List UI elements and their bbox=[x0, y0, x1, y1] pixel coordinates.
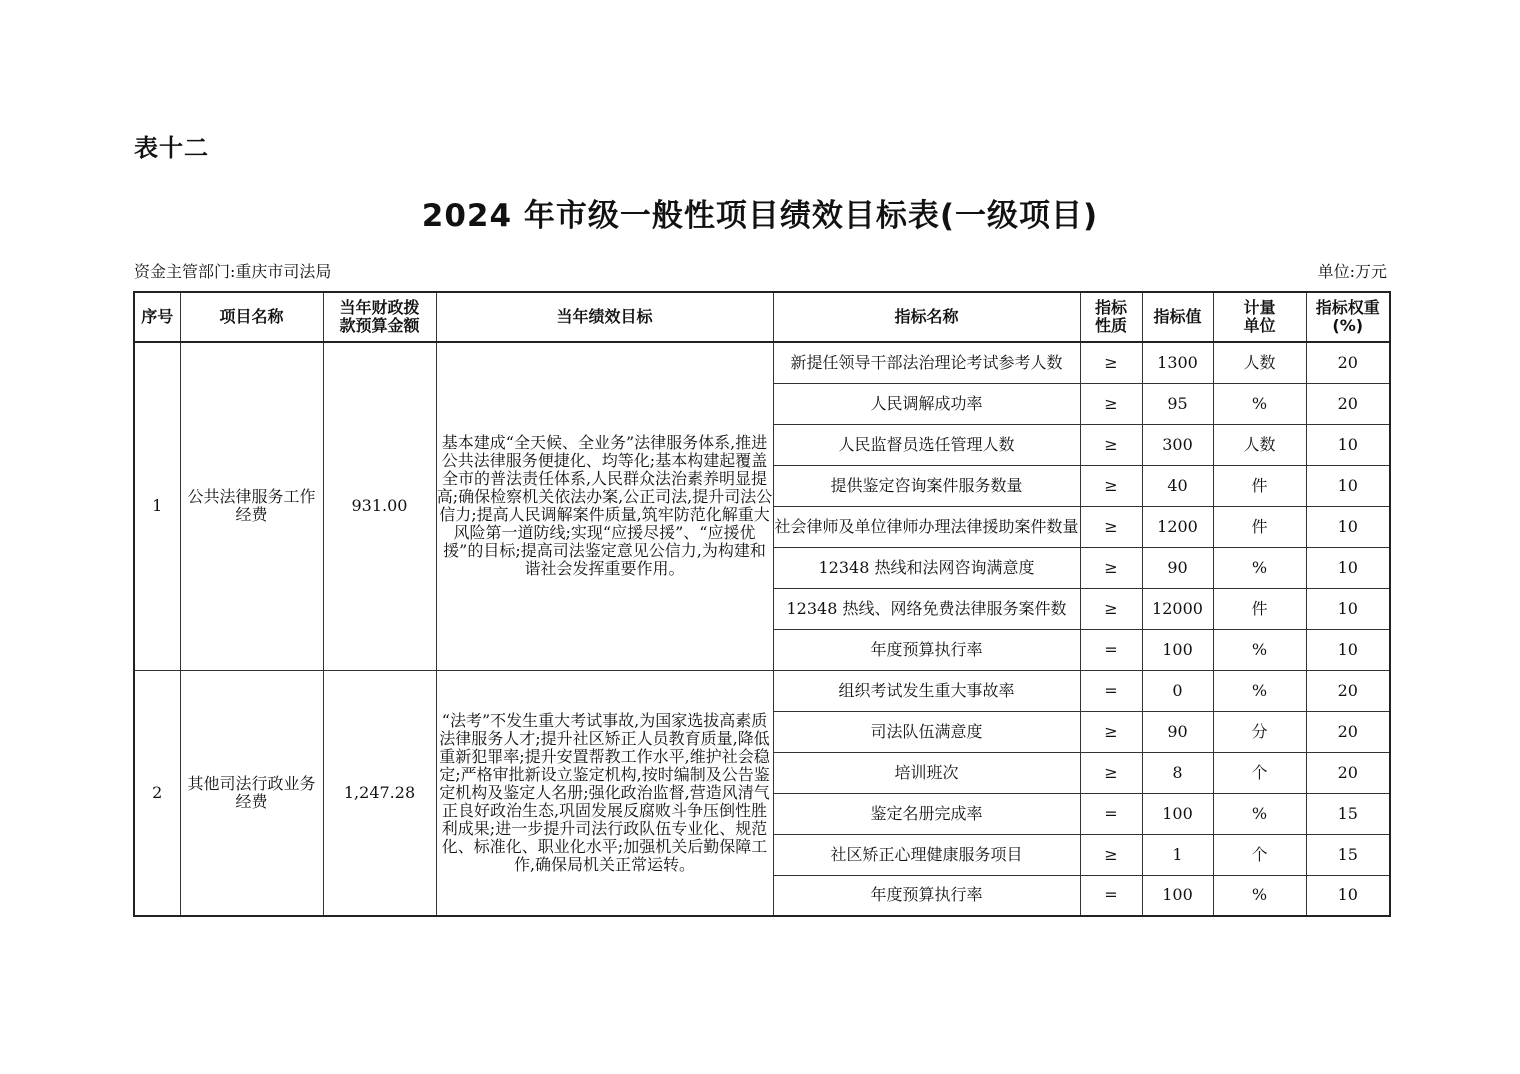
indicator-nature: ≥ bbox=[1080, 506, 1142, 547]
indicator-unit: 人数 bbox=[1213, 342, 1306, 383]
indicator-name: 新提任领导干部法治理论考试参考人数 bbox=[773, 342, 1080, 383]
indicator-nature: ≥ bbox=[1080, 711, 1142, 752]
indicator-name: 提供鉴定咨询案件服务数量 bbox=[773, 465, 1080, 506]
indicator-unit: 件 bbox=[1213, 465, 1306, 506]
indicator-unit: % bbox=[1213, 547, 1306, 588]
document-title: 2024 年市级一般性项目绩效目标表(一级项目) bbox=[421, 198, 1099, 234]
indicator-weight: 20 bbox=[1306, 752, 1390, 793]
indicator-nature: = bbox=[1080, 875, 1142, 916]
indicator-name: 12348 热线、网络免费法律服务案件数 bbox=[773, 588, 1080, 629]
indicator-nature: ≥ bbox=[1080, 752, 1142, 793]
indicator-value: 40 bbox=[1142, 465, 1213, 506]
indicator-weight: 10 bbox=[1306, 506, 1390, 547]
indicator-value: 8 bbox=[1142, 752, 1213, 793]
indicator-weight: 10 bbox=[1306, 547, 1390, 588]
table-row bbox=[134, 670, 1390, 711]
indicator-unit: % bbox=[1213, 383, 1306, 424]
indicator-value: 95 bbox=[1142, 383, 1213, 424]
indicator-weight: 10 bbox=[1306, 465, 1390, 506]
header-project-name: 项目名称 bbox=[180, 292, 323, 342]
indicator-nature: = bbox=[1080, 670, 1142, 711]
project-seq: 1 bbox=[134, 342, 180, 670]
table-row bbox=[134, 342, 1390, 383]
indicator-unit: 人数 bbox=[1213, 424, 1306, 465]
header-row bbox=[134, 292, 1390, 342]
header-seq: 序号 bbox=[134, 292, 180, 342]
header-budget: 当年财政拨款预算金额 bbox=[323, 292, 436, 342]
indicator-value: 1 bbox=[1142, 834, 1213, 875]
header-weight: 指标权重(%) bbox=[1306, 292, 1390, 342]
indicator-name: 年度预算执行率 bbox=[773, 629, 1080, 670]
indicator-nature: ≥ bbox=[1080, 465, 1142, 506]
indicator-unit: % bbox=[1213, 793, 1306, 834]
indicator-weight: 20 bbox=[1306, 383, 1390, 424]
indicator-name: 人民监督员选任管理人数 bbox=[773, 424, 1080, 465]
indicator-value: 100 bbox=[1142, 629, 1213, 670]
indicator-nature: ≥ bbox=[1080, 547, 1142, 588]
indicator-nature: ≥ bbox=[1080, 588, 1142, 629]
project-goal: 基本建成“全天候、全业务”法律服务体系,推进公共法律服务便捷化、均等化;基本构建起覆盖全市的普法责任体系,人民群众法治素养明显提高;确保检察机关依法办案,公正司法,提升司法公信力;提高人民调解案件质量,筑牢防范化解重大风险第一道防线;实现“应援尽援”、“应援优援”的目标;提高司法鉴定意见公信力,为构建和谐社会发挥重要作用。 bbox=[436, 342, 773, 670]
indicator-value: 1200 bbox=[1142, 506, 1213, 547]
currency-unit: 单位:万元 bbox=[1317, 262, 1387, 281]
header-indicator-value: 指标值 bbox=[1142, 292, 1213, 342]
indicator-name: 年度预算执行率 bbox=[773, 875, 1080, 916]
project-budget: 931.00 bbox=[323, 342, 436, 670]
indicator-nature: ≥ bbox=[1080, 383, 1142, 424]
funding-department: 资金主管部门:重庆市司法局 bbox=[134, 262, 332, 281]
indicator-unit: 分 bbox=[1213, 711, 1306, 752]
indicator-unit: 件 bbox=[1213, 588, 1306, 629]
indicator-unit: 个 bbox=[1213, 834, 1306, 875]
indicator-weight: 15 bbox=[1306, 793, 1390, 834]
indicator-weight: 10 bbox=[1306, 588, 1390, 629]
indicator-unit: % bbox=[1213, 875, 1306, 916]
header-measure-unit: 计量单位 bbox=[1213, 292, 1306, 342]
indicator-name: 社区矫正心理健康服务项目 bbox=[773, 834, 1080, 875]
indicator-value: 100 bbox=[1142, 875, 1213, 916]
project-goal: “法考”不发生重大考试事故,为国家选拔高素质法律服务人才;提升社区矫正人员教育质量,降低重新犯罪率;提升安置帮教工作水平,维护社会稳定;严格审批新设立鉴定机构,按时编制及公告鉴定机构及鉴定人名册;强化政治监督,营造风清气正良好政治生态,巩固发展反腐败斗争压倒性胜利成果;进一步提升司法行政队伍专业化、规范化、标准化、职业化水平;加强机关后勤保障工作,确保局机关正常运转。 bbox=[436, 670, 773, 916]
indicator-value: 300 bbox=[1142, 424, 1213, 465]
indicator-unit: % bbox=[1213, 670, 1306, 711]
indicator-value: 12000 bbox=[1142, 588, 1213, 629]
indicator-unit: 个 bbox=[1213, 752, 1306, 793]
indicator-value: 0 bbox=[1142, 670, 1213, 711]
indicator-weight: 20 bbox=[1306, 342, 1390, 383]
indicator-unit: % bbox=[1213, 629, 1306, 670]
indicator-name: 组织考试发生重大事故率 bbox=[773, 670, 1080, 711]
project-name: 公共法律服务工作经费 bbox=[180, 342, 323, 670]
header-indicator-name: 指标名称 bbox=[773, 292, 1080, 342]
indicator-name: 司法队伍满意度 bbox=[773, 711, 1080, 752]
indicator-nature: = bbox=[1080, 793, 1142, 834]
indicator-nature: ≥ bbox=[1080, 342, 1142, 383]
indicator-value: 90 bbox=[1142, 711, 1213, 752]
indicator-unit: 件 bbox=[1213, 506, 1306, 547]
indicator-weight: 10 bbox=[1306, 629, 1390, 670]
indicator-weight: 20 bbox=[1306, 711, 1390, 752]
indicator-weight: 10 bbox=[1306, 424, 1390, 465]
indicator-weight: 20 bbox=[1306, 670, 1390, 711]
indicator-name: 12348 热线和法网咨询满意度 bbox=[773, 547, 1080, 588]
indicator-nature: ≥ bbox=[1080, 424, 1142, 465]
indicator-name: 鉴定名册完成率 bbox=[773, 793, 1080, 834]
header-goal: 当年绩效目标 bbox=[436, 292, 773, 342]
header-indicator-nature: 指标性质 bbox=[1080, 292, 1142, 342]
table-label: 表十二 bbox=[134, 134, 209, 162]
indicator-value: 90 bbox=[1142, 547, 1213, 588]
indicator-name: 社会律师及单位律师办理法律援助案件数量 bbox=[773, 506, 1080, 547]
indicator-nature: = bbox=[1080, 629, 1142, 670]
project-name: 其他司法行政业务经费 bbox=[180, 670, 323, 916]
project-budget: 1,247.28 bbox=[323, 670, 436, 916]
indicator-weight: 15 bbox=[1306, 834, 1390, 875]
indicator-weight: 10 bbox=[1306, 875, 1390, 916]
project-seq: 2 bbox=[134, 670, 180, 916]
indicator-nature: ≥ bbox=[1080, 834, 1142, 875]
indicator-name: 人民调解成功率 bbox=[773, 383, 1080, 424]
performance-target-table bbox=[133, 291, 1391, 917]
indicator-value: 100 bbox=[1142, 793, 1213, 834]
indicator-name: 培训班次 bbox=[773, 752, 1080, 793]
indicator-value: 1300 bbox=[1142, 342, 1213, 383]
